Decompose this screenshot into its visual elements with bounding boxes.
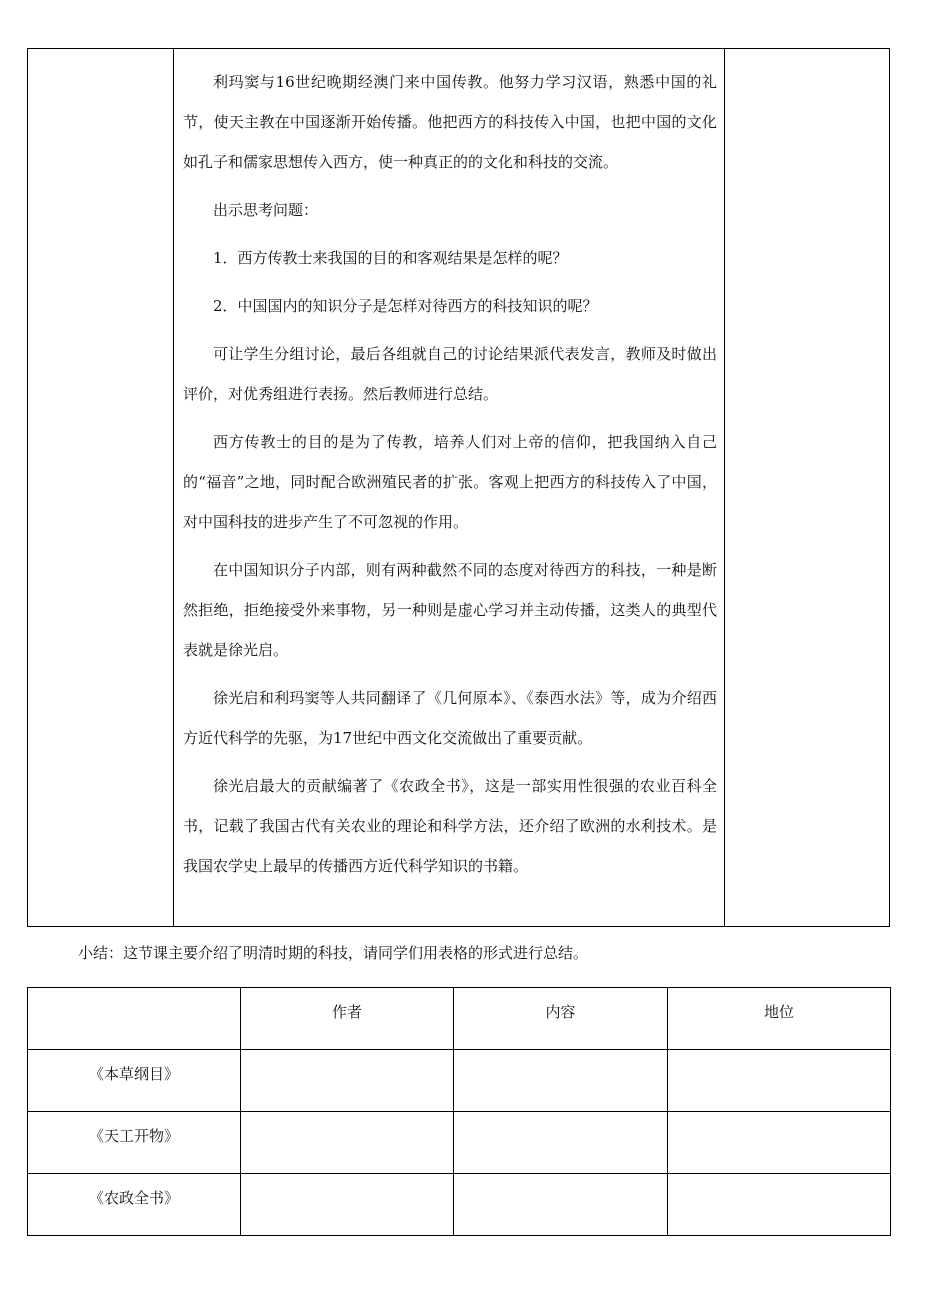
table-row [28, 1050, 891, 1112]
row-label-tiangong: 《天工开物》 [28, 1112, 241, 1174]
header-cell-blank [28, 988, 241, 1050]
lesson-content [174, 49, 724, 886]
right-empty-cell [725, 49, 890, 927]
paragraph-ricci: 利玛窦与16世纪晚期经澳门来中国传教。他努力学习汉语，熟悉中国的礼节，使天主教在中国逐渐开始传播。他把西方的科技传入中国，也把中国的文化如孔子和儒家思想传入西方，使一种真正的的文化和科技的交流。 [183, 73, 717, 171]
paragraph-question-intro: 出示思考问题： [213, 201, 319, 219]
cell-status[interactable] [668, 1050, 891, 1112]
row-label-nongzheng: 《农政全书》 [28, 1174, 241, 1236]
lesson-row [28, 49, 890, 927]
header-cell-author: 作者 [241, 988, 454, 1050]
table-row [28, 1174, 891, 1236]
paragraph-intellectuals: 在中国知识分子内部，则有两种截然不同的态度对待西方的科技，一种是断然拒绝，拒绝接受外来事物，另一种则是虚心学习并主动传播，这类人的典型代表就是徐光启。 [183, 561, 717, 659]
content-cell [174, 49, 725, 927]
cell-author[interactable] [241, 1050, 454, 1112]
cell-status[interactable] [668, 1174, 891, 1236]
table-row [28, 1112, 891, 1174]
paragraph-discussion: 可让学生分组讨论，最后各组就自己的讨论结果派代表发言，教师及时做出评价，对优秀组进行表扬。然后教师进行总结。 [183, 345, 717, 403]
cell-content[interactable] [454, 1112, 668, 1174]
paragraph-translation: 徐光启和利玛窦等人共同翻译了《几何原本》、《泰西水法》等，成为介绍西方近代科学的先驱，为17世纪中西文化交流做出了重要贡献。 [183, 689, 717, 747]
paragraph-missionary-purpose: 西方传教士的目的是为了传教，培养人们对上帝的信仰，把我国纳入自己的“福音”之地，同时配合欧洲殖民者的扩张。客观上把西方的科技传入了中国，对中国科技的进步产生了不可忽视的作用。 [183, 433, 717, 531]
cell-content[interactable] [454, 1050, 668, 1112]
summary-text: 小结：这节课主要介绍了明清时期的科技，请同学们用表格的形式进行总结。 [78, 944, 589, 962]
cell-status[interactable] [668, 1112, 891, 1174]
cell-author[interactable] [241, 1174, 454, 1236]
cell-author[interactable] [241, 1112, 454, 1174]
header-cell-content: 内容 [454, 988, 668, 1050]
left-empty-cell [28, 49, 174, 927]
summary-table [27, 987, 891, 1236]
header-cell-status: 地位 [668, 988, 891, 1050]
paragraph-question-2: 2．中国国内的知识分子是怎样对待西方的科技知识的呢？ [213, 297, 598, 315]
lesson-table [27, 48, 890, 927]
row-label-bencao: 《本草纲目》 [28, 1050, 241, 1112]
paragraph-question-1: 1．西方传教士来我国的目的和客观结果是怎样的呢？ [213, 249, 568, 267]
paragraph-nongzheng: 徐光启最大的贡献编著了《农政全书》，这是一部实用性很强的农业百科全书，记载了我国古代有关农业的理论和科学方法，还介绍了欧洲的水利技术。是我国农学史上最早的传播西方近代科学知识的书籍。 [183, 777, 717, 875]
cell-content[interactable] [454, 1174, 668, 1236]
summary-header-row [28, 988, 891, 1050]
